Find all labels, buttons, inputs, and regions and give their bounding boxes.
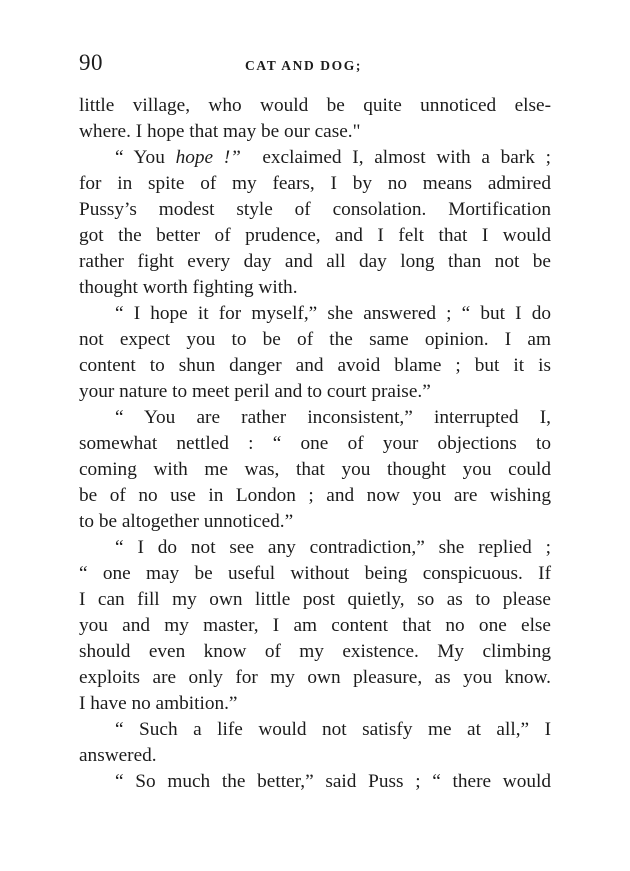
body-text (79, 93, 551, 795)
text-line: “ one may be useful without being conspicuous. If (79, 563, 551, 584)
text-line: your nature to meet peril and to court praise.” (79, 381, 431, 402)
text-line: to be altogether unnoticed.” (79, 511, 294, 532)
running-head: CAT AND DOG; (245, 58, 362, 73)
text-line: content to shun danger and avoid blame ; but it is (79, 355, 551, 376)
emphasis-text: hope !” (175, 147, 241, 168)
text-line: be of no use in London ; and now you are wishing (79, 485, 551, 506)
text-line: “ I do not see any contradiction,” she replied ; (115, 537, 551, 558)
text-line: rather fight every day and all day long than not be (79, 251, 551, 272)
text-line: not expect you to be of the same opinion. I am (79, 329, 551, 350)
text-fragment: exclaimed I, almost with a bark ; (262, 147, 551, 168)
text-line: coming with me was, that you thought you could (79, 459, 551, 480)
text-line: “ So much the better,” said Puss ; “ there would (115, 771, 551, 792)
text-line: somewhat nettled : “ one of your objections to (79, 433, 551, 454)
text-line: “ Such a life would not satisfy me at all,” I (115, 719, 551, 740)
text-line: I can fill my own little post quietly, so as to please (79, 589, 551, 610)
text-line: got the better of prudence, and I felt that I would (79, 225, 551, 246)
text-line: thought worth fighting with. (79, 277, 298, 298)
text-fragment: “ You (115, 147, 176, 168)
text-line: I have no ambition.” (79, 693, 238, 714)
page-number: 90 (79, 50, 103, 75)
text-line (79, 145, 551, 171)
text-line: little village, who would be quite unnoticed else- (79, 95, 551, 116)
text-line: for in spite of my fears, I by no means admired (79, 173, 551, 194)
text-line: “ I hope it for myself,” she answered ; “ but I do (115, 303, 551, 324)
text-line: exploits are only for my own pleasure, as you know. (79, 667, 551, 688)
text-line: should even know of my existence. My climbing (79, 641, 551, 662)
text-line: answered. (79, 745, 157, 766)
text-line: “ You are rather inconsistent,” interrupted I, (115, 407, 551, 428)
text-line: where. I hope that may be our case." (79, 121, 361, 142)
text-line: Pussy’s modest style of consolation. Mortification (79, 199, 551, 220)
text-line: you and my master, I am content that no one else (79, 615, 551, 636)
